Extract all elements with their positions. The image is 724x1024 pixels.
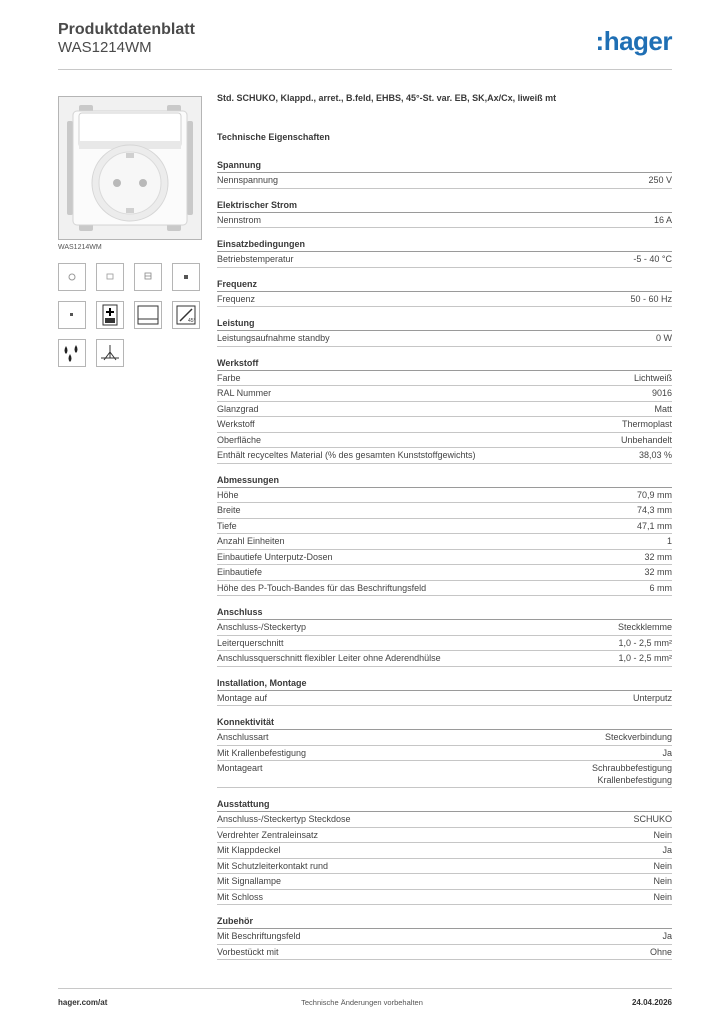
section-title: Zubehör [217, 915, 672, 929]
spec-value: Steckverbindung [604, 732, 672, 742]
spec-row [217, 448, 672, 464]
spec-label: Farbe [217, 372, 241, 383]
spec-row [217, 730, 672, 746]
section-title: Frequenz [217, 278, 672, 292]
spec-label: Enthält recyceltes Material (% des gesamten Kunststoffgewichts) [217, 450, 476, 460]
spec-row [217, 386, 672, 402]
spec-label: Oberfläche [217, 434, 262, 445]
spec-label: Leiterquerschnitt [217, 637, 284, 648]
spec-label: Frequenz [217, 293, 256, 304]
spec-row [217, 761, 672, 788]
spec-row [217, 945, 672, 961]
spec-row [217, 651, 672, 667]
footer-date: 24.04.2026 [631, 998, 672, 1007]
spec-section [217, 716, 672, 788]
section-title: Elektrischer Strom [217, 199, 672, 213]
section-title: Einsatzbedingungen [217, 238, 672, 252]
spec-label: Mit Klappdeckel [217, 845, 281, 855]
image-caption: WAS1214WM [58, 244, 102, 251]
socket-illustration [59, 97, 201, 239]
product-image [58, 96, 202, 240]
spec-value: 16 A [653, 214, 672, 225]
spec-value: Nein [653, 860, 672, 871]
spec-label: Einbautiefe [217, 567, 263, 577]
spec-label: Leistungsaufnahme standby [217, 333, 330, 343]
spec-value: Unterputz [632, 692, 672, 703]
section-title: Installation, Montage [217, 677, 672, 691]
spec-value: Nein [653, 876, 672, 886]
spec-label: Montage auf [217, 692, 268, 703]
spec-row [217, 812, 672, 828]
section-title: Werkstoff [217, 357, 672, 371]
spec-row [217, 331, 672, 347]
spec-label: Mit Schloss [217, 891, 264, 902]
spec-row [217, 173, 672, 189]
spec-row [217, 565, 672, 581]
surface-icon [58, 263, 86, 291]
spec-label: Verdrehter Zentraleinsatz [217, 829, 319, 840]
spec-value: 32 mm [644, 567, 672, 577]
spec-label: Höhe [217, 489, 239, 500]
spec-label: Anschluss-/Steckertyp Steckdose [217, 814, 351, 824]
spec-label: Tiefe [217, 520, 237, 531]
section-title: Konnektivität [217, 716, 672, 730]
spec-section [217, 915, 672, 960]
spec-value: -5 - 40 °C [633, 254, 672, 264]
svg-text:45°: 45° [188, 318, 196, 324]
spec-value: 0 W [655, 333, 672, 343]
spec-label: Montageart [217, 763, 263, 773]
spec-row [217, 874, 672, 890]
spec-label: Betriebstemperatur [217, 254, 294, 264]
spec-value: 32 mm [644, 551, 672, 562]
spec-value: 1,0 - 2,5 mm² [618, 637, 672, 648]
spec-row [217, 488, 672, 504]
spec-label: Glanzgrad [217, 403, 259, 414]
hager-logo: :hager [595, 26, 672, 56]
spec-row [217, 371, 672, 387]
spec-label: Breite [217, 505, 241, 515]
spec-value: Ja [662, 747, 672, 758]
spec-section [217, 606, 672, 667]
spec-row [217, 402, 672, 418]
spec-value: 1 [666, 536, 672, 546]
spec-label: Mit Krallenbefestigung [217, 747, 307, 758]
spec-row [217, 581, 672, 597]
footer-note: Technische Änderungen vorbehalten [301, 998, 423, 1007]
spec-section [217, 317, 672, 347]
spec-label: Werkstoff [217, 419, 255, 429]
spec-label: Nennstrom [217, 214, 262, 225]
spec-row [217, 519, 672, 535]
spec-value: Unbehandelt [620, 434, 672, 445]
spec-value: 74,3 mm [636, 505, 672, 515]
spec-row [217, 691, 672, 707]
spec-row [217, 843, 672, 859]
spec-row [217, 417, 672, 433]
spec-value: Thermoplast [621, 419, 672, 429]
spec-value: Nein [653, 829, 672, 840]
tech-heading: Technische Eigenschaften [217, 132, 330, 142]
section-title: Anschluss [217, 606, 672, 620]
spec-label: Mit Schutzleiterkontakt rund [217, 860, 329, 871]
document-title: Produktdatenblatt [58, 21, 195, 38]
section-title: Leistung [217, 317, 672, 331]
spec-value: 9016 [651, 388, 672, 398]
spec-row [217, 620, 672, 636]
spec-section [217, 357, 672, 464]
spec-value: 250 V [648, 175, 672, 185]
flush-icon [96, 263, 124, 291]
spec-section [217, 199, 672, 229]
spec-value: 47,1 mm [636, 520, 672, 531]
spec-row [217, 503, 672, 519]
spec-section [217, 159, 672, 189]
spec-value: 1,0 - 2,5 mm² [618, 653, 672, 663]
product-code: WAS1214WM [58, 39, 152, 56]
main-content [217, 92, 672, 970]
spec-row [217, 550, 672, 566]
small-icon [58, 301, 86, 329]
spec-value: Lichtweiß [633, 372, 672, 383]
spec-value: 50 - 60 Hz [630, 293, 672, 304]
spec-row [217, 534, 672, 550]
spec-value: Ja [662, 931, 672, 941]
circuit-icon [96, 339, 124, 367]
spec-row [217, 433, 672, 449]
angle-45-icon [172, 301, 200, 329]
spec-label: Anschlussquerschnitt flexibler Leiter ohne Aderendhülse [217, 653, 441, 663]
section-title: Abmessungen [217, 474, 672, 488]
spec-value: 38,03 % [638, 450, 672, 460]
drops-icon [58, 339, 86, 367]
spec-section [217, 677, 672, 707]
spec-value: Schraubbefestigung Krallenbefestigung [591, 763, 672, 785]
frame-icon [134, 263, 162, 291]
spec-label: RAL Nummer [217, 388, 272, 398]
spec-value: Steckklemme [617, 622, 672, 632]
spec-sections [217, 159, 672, 960]
spec-value: Ja [662, 845, 672, 855]
spec-section [217, 474, 672, 597]
spec-row [217, 746, 672, 762]
spec-value: 6 mm [649, 582, 672, 593]
plus-plug-icon [96, 301, 124, 329]
label-field-icon [134, 301, 162, 329]
spec-row [217, 828, 672, 844]
spec-label: Vorbestückt mit [217, 946, 279, 957]
spec-section [217, 278, 672, 308]
spec-row [217, 890, 672, 906]
spec-label: Anschlussart [217, 732, 269, 742]
spec-row [217, 859, 672, 875]
spec-label: Anschluss-/Steckertyp [217, 622, 307, 632]
spec-row [217, 292, 672, 308]
spec-label: Höhe des P-Touch-Bandes für das Beschriftungsfeld [217, 582, 427, 593]
footer-website: hager.com/at [58, 998, 108, 1007]
spec-label: Anzahl Einheiten [217, 536, 285, 546]
header-divider [58, 69, 672, 70]
product-description: Std. SCHUKO, Klappd., arret., B.feld, EHBS, 45°-St. var. EB, SK,Ax/Cx, liweiß mt [217, 93, 557, 103]
spec-value: Nein [653, 891, 672, 902]
spec-row [217, 252, 672, 268]
spec-section [217, 798, 672, 905]
spec-label: Einbautiefe Unterputz-Dosen [217, 551, 333, 562]
footer-divider [58, 988, 672, 989]
spec-label: Mit Signallampe [217, 876, 282, 886]
spec-label: Nennspannung [217, 175, 279, 185]
section-title: Ausstattung [217, 798, 672, 812]
spec-value: Matt [654, 403, 672, 414]
spec-value: SCHUKO [633, 814, 672, 824]
spec-value: Ohne [649, 946, 672, 957]
spec-section [217, 238, 672, 268]
spec-value: 70,9 mm [636, 489, 672, 500]
spec-row [217, 929, 672, 945]
mechanism-icon [172, 263, 200, 291]
spec-row [217, 213, 672, 229]
spec-label: Mit Beschriftungsfeld [217, 931, 301, 941]
spec-row [217, 636, 672, 652]
section-title: Spannung [217, 159, 672, 173]
